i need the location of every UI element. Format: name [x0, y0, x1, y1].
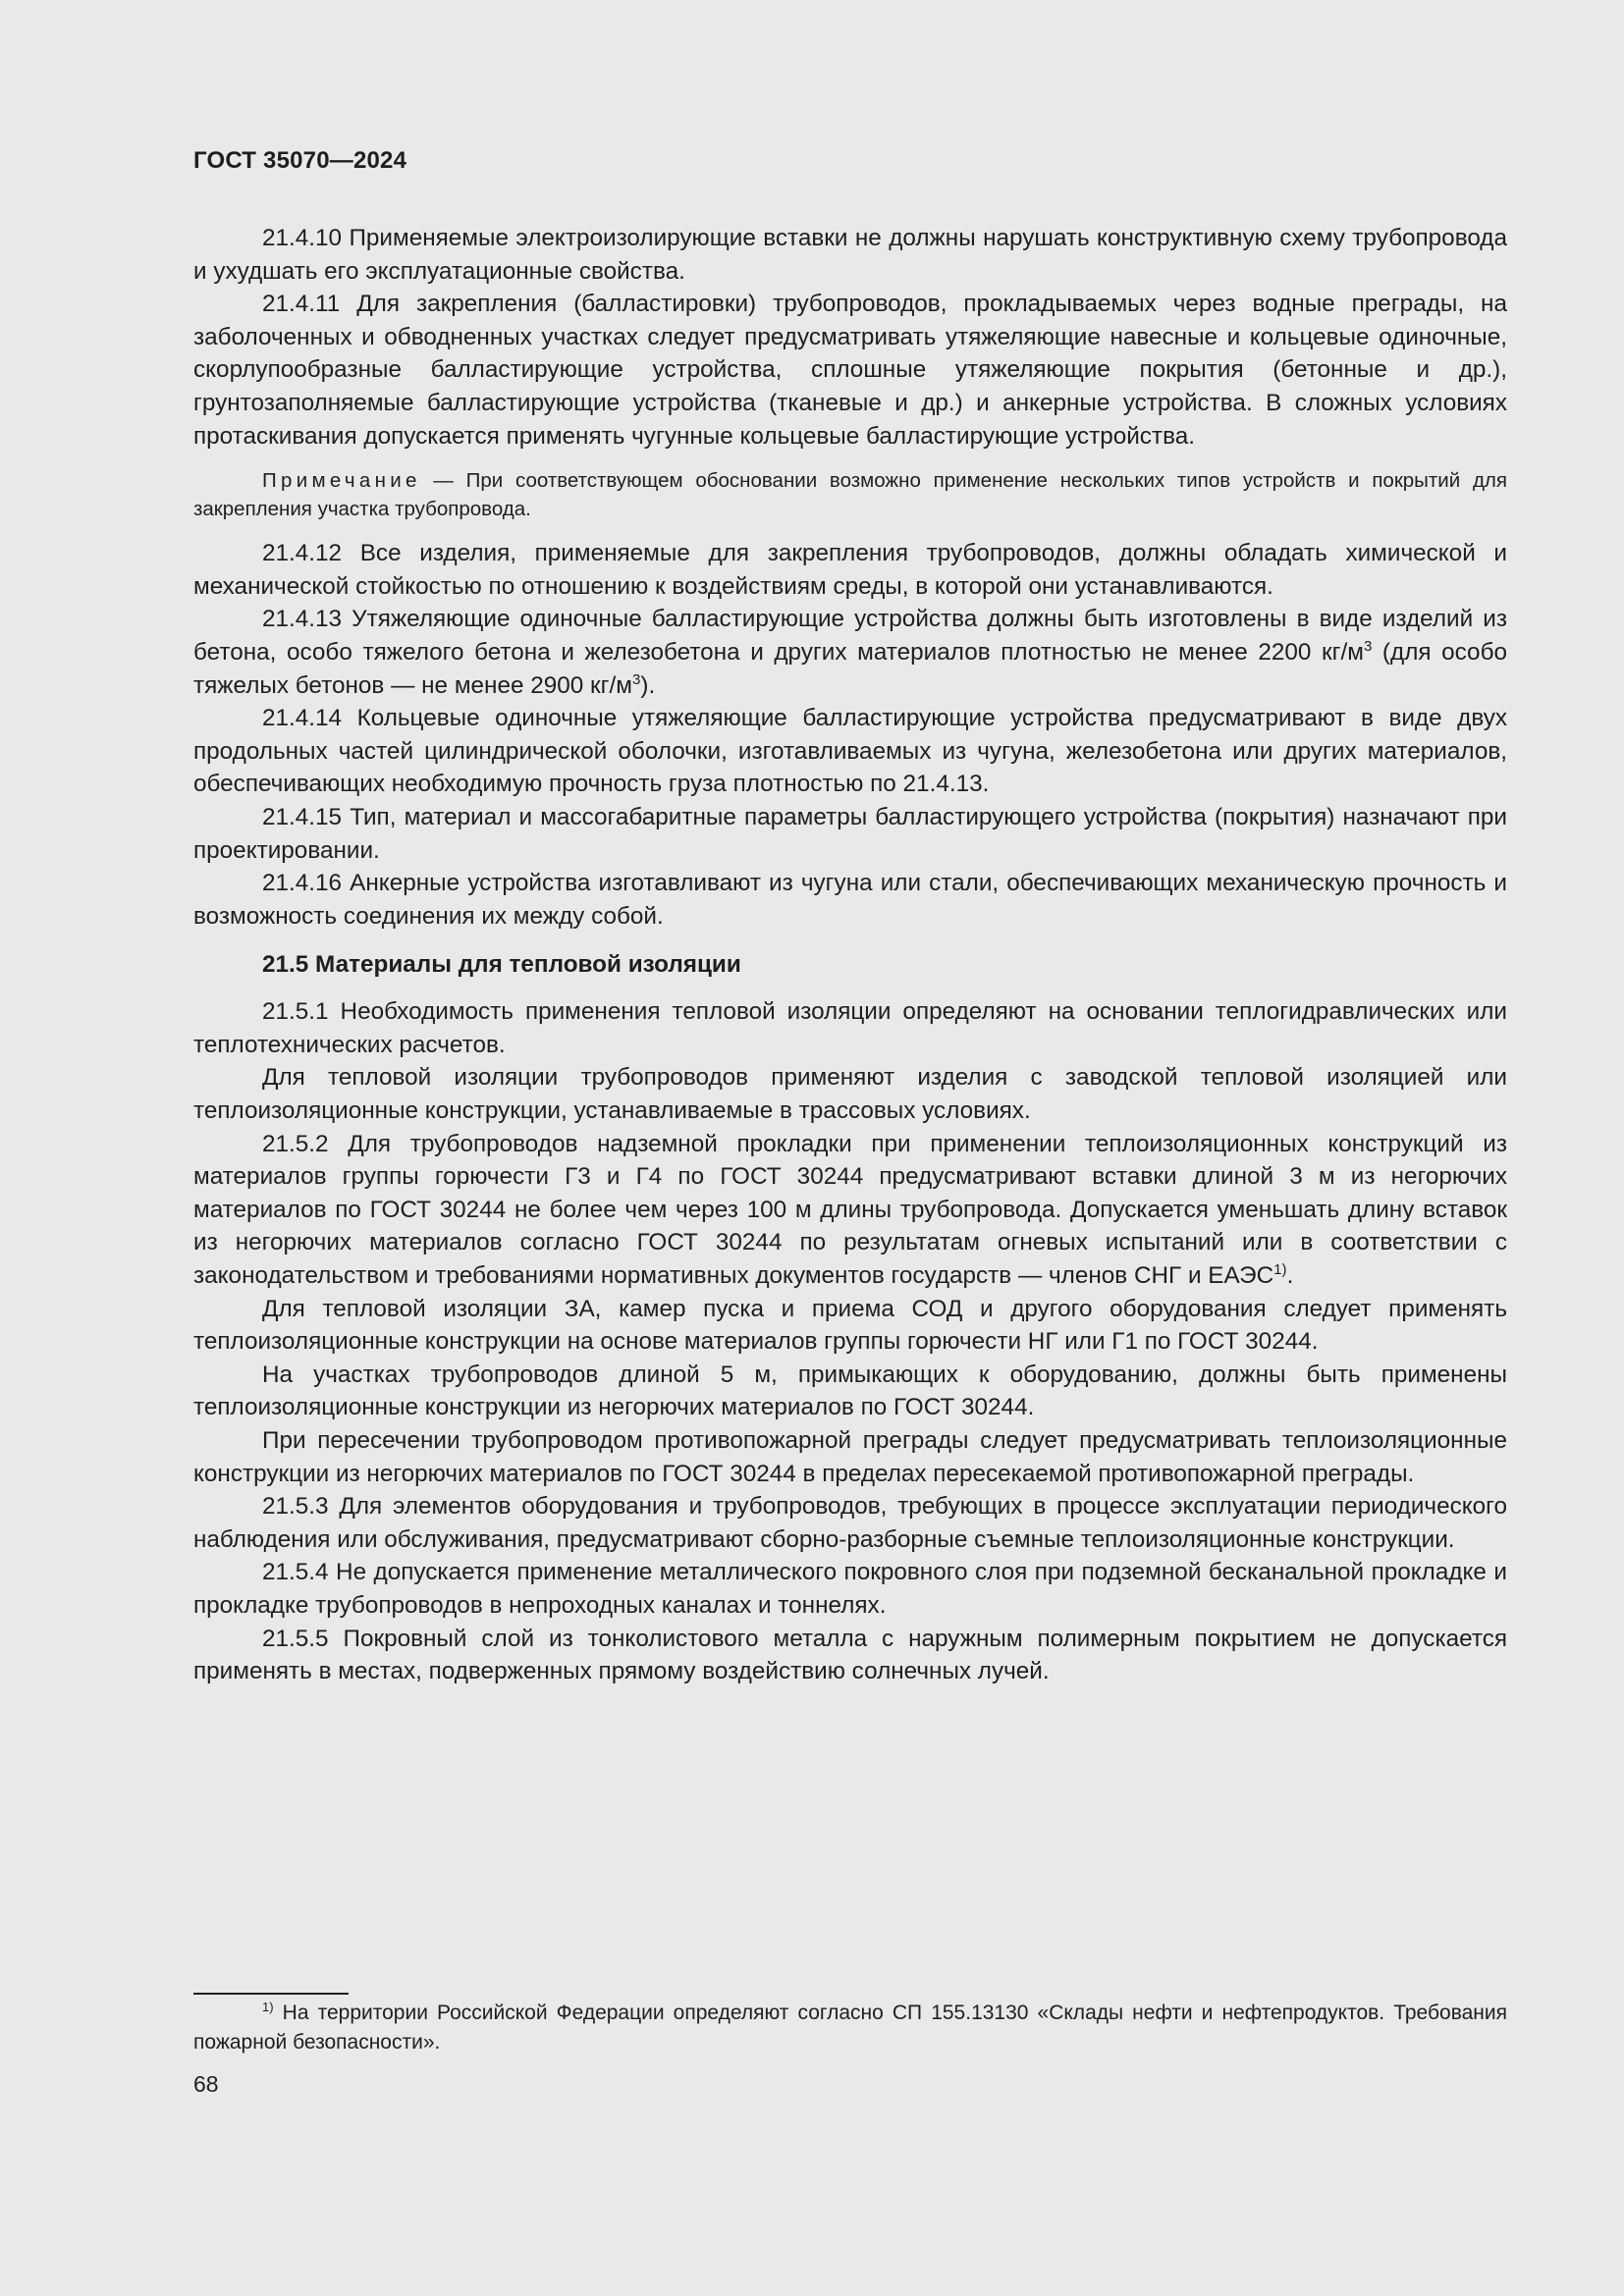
paragraph-21-5-4: 21.5.4 Не допускается применение металлического покровного слоя при подземной бесканальной прокладке и прокладке трубопроводов в непроходных каналах и тоннелях.	[193, 1559, 1507, 1619]
paragraph-21-5-3: 21.5.3 Для элементов оборудования и трубопроводов, требующих в процессе эксплуатации периодического наблюдения или обслуживания, предусматривают сборно-разборные съемные теплоизоляционные конструкции.	[193, 1493, 1507, 1553]
footnote-text	[193, 1999, 1507, 2057]
document-page	[193, 0, 1507, 2296]
paragraph-equipment-insulation: Для тепловой изоляции ЗА, камер пуска и приема СОД и другого оборудования следует применять теплоизоляционные конструкции на основе материалов группы горючести НГ или Г1 по ГОСТ 30244.	[193, 1295, 1507, 1356]
paragraph-21-4-11: 21.4.11 Для закрепления (балластировки) трубопроводов, прокладываемых через водные преграды, на заболоченных и обводненных участках следует предусматривать утяжеляющие навесные и кольцевые одиночные, скорлупообразные балластирующие устройства, сплошные утяжеляющие покрытия (бетонные и др.), грунтозаполняемые балластирующие устройства (тканевые и др.) и анкерные устройства. В сложных условиях протаскивания допускается применять чугунные кольцевые балластирующие устройства.	[193, 291, 1507, 450]
document-body	[193, 222, 1507, 1688]
paragraph-21-4-13-part3: ).	[640, 671, 656, 699]
footnote-body: На территории Российской Федерации определяют согласно СП 155.13130 «Склады нефти и нефтепродуктов. Требования пожарной безопасности».	[193, 2002, 1507, 2054]
note	[193, 466, 1507, 523]
page-number: 68	[193, 2071, 219, 2097]
document-header: ГОСТ 35070—2024	[193, 147, 407, 174]
paragraph-thermal-insulation-products: Для тепловой изоляции трубопроводов применяют изделия с заводской тепловой изоляцией или теплоизоляционные конструкции, устанавливаемые в трассовых условиях.	[193, 1064, 1507, 1125]
footnote-marker: 1)	[262, 2000, 274, 2015]
paragraph-21-5-2	[193, 1128, 1507, 1293]
paragraph-21-4-12: 21.4.12 Все изделия, применяемые для закрепления трубопроводов, должны обладать химической и механической стойкостью по отношению к воздействиям среды, в которой они устанавливаются.	[193, 540, 1507, 600]
paragraph-21-4-16: 21.4.16 Анкерные устройства изготавливают из чугуна или стали, обеспечивающих механическую прочность и возможность соединения их между собой.	[193, 870, 1507, 930]
paragraph-21-5-2-tail: .	[1286, 1262, 1294, 1290]
paragraph-21-4-13-part2: (для особо тяжелых бетонов — не менее 2900 кг/м	[193, 638, 1507, 699]
paragraph-21-4-13	[193, 603, 1507, 702]
footnote	[193, 1999, 1507, 2057]
paragraph-21-5-5: 21.5.5 Покровный слой из тонколистового металла с наружным полимерным покрытием не допускается применять в местах, подверженных прямому воздействию солнечных лучей.	[193, 1625, 1507, 1685]
section-heading-21-5: 21.5 Материалы для тепловой изоляции	[262, 951, 741, 979]
footnote-reference: 1)	[1273, 1261, 1287, 1278]
paragraph-21-4-10: 21.4.10 Применяемые электроизолирующие вставки не должны нарушать конструктивную схему трубопровода и ухудшать его эксплуатационные свойства.	[193, 225, 1507, 285]
superscript: 3	[631, 670, 641, 688]
superscript: 3	[1363, 637, 1373, 655]
paragraph-21-4-13-part1: 21.4.13 Утяжеляющие одиночные балластирующие устройства должны быть изготовлены в виде изделий из бетона, особо тяжелого бетона и железобетона и других материалов плотностью не менее 2200 кг/м	[193, 606, 1507, 666]
paragraph-fire-barrier: При пересечении трубопроводом противопожарной преграды следует предусматривать теплоизоляционные конструкции из негорючих материалов по ГОСТ 30244 в пределах пересекаемой противопожарной преграды.	[193, 1427, 1507, 1487]
paragraph-21-5-2-text: 21.5.2 Для трубопроводов надземной прокладки при применении теплоизоляционных конструкций из материалов группы горючести Г3 и Г4 по ГОСТ 30244 предусматривают вставки длиной 3 м из негорючих материалов по ГОСТ 30244 не более чем через 100 м длины трубопровода. Допускается уменьшать длину вставок из негорючих материалов согласно ГОСТ 30244 по результатам огневых испытаний или в соответствии с законодательством и требованиями нормативных документов государств — членов СНГ и ЕАЭС	[193, 1130, 1507, 1290]
footnote-divider	[193, 1993, 349, 1995]
paragraph-adjacent-sections: На участках трубопроводов длиной 5 м, примыкающих к оборудованию, должны быть применены теплоизоляционные конструкции из негорючих материалов по ГОСТ 30244.	[193, 1361, 1507, 1421]
paragraph-21-4-15: 21.4.15 Тип, материал и массогабаритные параметры балластирующего устройства (покрытия) назначают при проектировании.	[193, 803, 1507, 864]
note-label: Примечание	[262, 469, 421, 493]
paragraph-21-5-1: 21.5.1 Необходимость применения тепловой изоляции определяют на основании теплогидравлических или теплотехнических расчетов.	[193, 998, 1507, 1058]
note-text: — При соответствующем обосновании возможно применение нескольких типов устройств и покрытий для закрепления участка трубопровода.	[193, 469, 1507, 521]
paragraph-21-4-14: 21.4.14 Кольцевые одиночные утяжеляющие балластирующие устройства предусматривают в виде двух продольных частей цилиндрической оболочки, изготавливаемых из чугуна, железобетона или других материалов, обеспечивающих необходимую прочность груза плотностью по 21.4.13.	[193, 705, 1507, 798]
